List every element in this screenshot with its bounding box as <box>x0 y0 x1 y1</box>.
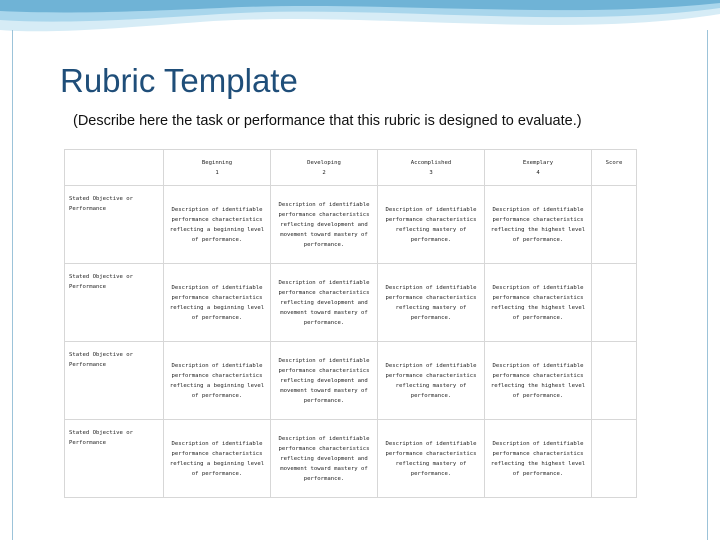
header-label: Accomplished <box>410 160 452 166</box>
header-row <box>65 150 637 186</box>
header-beginning <box>164 150 271 186</box>
header-number: 4 <box>536 170 540 176</box>
header-number: 2 <box>322 170 326 176</box>
objective-cell: Stated Objective or Performance <box>65 186 164 264</box>
slide-border-right <box>707 30 708 540</box>
page-subtitle: (Describe here the task or performance that this rubric is designed to evaluate.) <box>73 113 582 129</box>
description-cell: Description of identifiable performance characteristics reflecting a beginning level of performance. <box>164 420 271 498</box>
description-cell: Description of identifiable performance characteristics reflecting mastery of performance. <box>378 342 485 420</box>
header-developing <box>271 150 378 186</box>
description-cell: Description of identifiable performance characteristics reflecting a beginning level of performance. <box>164 186 271 264</box>
description-cell: Description of identifiable performance characteristics reflecting mastery of performance. <box>378 186 485 264</box>
objective-cell: Stated Objective or Performance <box>65 420 164 498</box>
description-cell: Description of identifiable performance characteristics reflecting mastery of performance. <box>378 420 485 498</box>
header-label: Beginning <box>201 160 233 166</box>
header-corner <box>65 150 164 186</box>
score-cell[interactable] <box>592 342 637 420</box>
score-cell[interactable] <box>592 420 637 498</box>
header-score: Score <box>592 150 637 186</box>
table-row <box>65 420 637 498</box>
description-cell: Description of identifiable performance characteristics reflecting the highest level of performance. <box>485 186 592 264</box>
score-cell[interactable] <box>592 264 637 342</box>
description-cell: Description of identifiable performance characteristics reflecting a beginning level of performance. <box>164 342 271 420</box>
description-cell: Description of identifiable performance characteristics reflecting the highest level of performance. <box>485 264 592 342</box>
header-accomplished <box>378 150 485 186</box>
description-cell: Description of identifiable performance characteristics reflecting development and movement toward mastery of performance. <box>271 186 378 264</box>
header-label: Exemplary <box>522 160 554 166</box>
rubric-table <box>64 149 637 498</box>
description-cell: Description of identifiable performance characteristics reflecting development and movement toward mastery of performance. <box>271 342 378 420</box>
description-cell: Description of identifiable performance characteristics reflecting a beginning level of performance. <box>164 264 271 342</box>
header-exemplary <box>485 150 592 186</box>
objective-cell: Stated Objective or Performance <box>65 342 164 420</box>
score-cell[interactable] <box>592 186 637 264</box>
slide-border-left <box>12 30 13 540</box>
description-cell: Description of identifiable performance characteristics reflecting development and movement toward mastery of performance. <box>271 420 378 498</box>
header-wave-decoration <box>0 0 720 60</box>
description-cell: Description of identifiable performance characteristics reflecting the highest level of performance. <box>485 342 592 420</box>
header-label: Developing <box>307 160 341 166</box>
description-cell: Description of identifiable performance characteristics reflecting mastery of performance. <box>378 264 485 342</box>
table-row <box>65 264 637 342</box>
description-cell: Description of identifiable performance characteristics reflecting the highest level of performance. <box>485 420 592 498</box>
table-row <box>65 186 637 264</box>
header-number: 3 <box>429 170 433 176</box>
description-cell: Description of identifiable performance characteristics reflecting development and movement toward mastery of performance. <box>271 264 378 342</box>
header-number: 1 <box>215 170 219 176</box>
page-title: Rubric Template <box>60 62 298 99</box>
table-row <box>65 342 637 420</box>
objective-cell: Stated Objective or Performance <box>65 264 164 342</box>
